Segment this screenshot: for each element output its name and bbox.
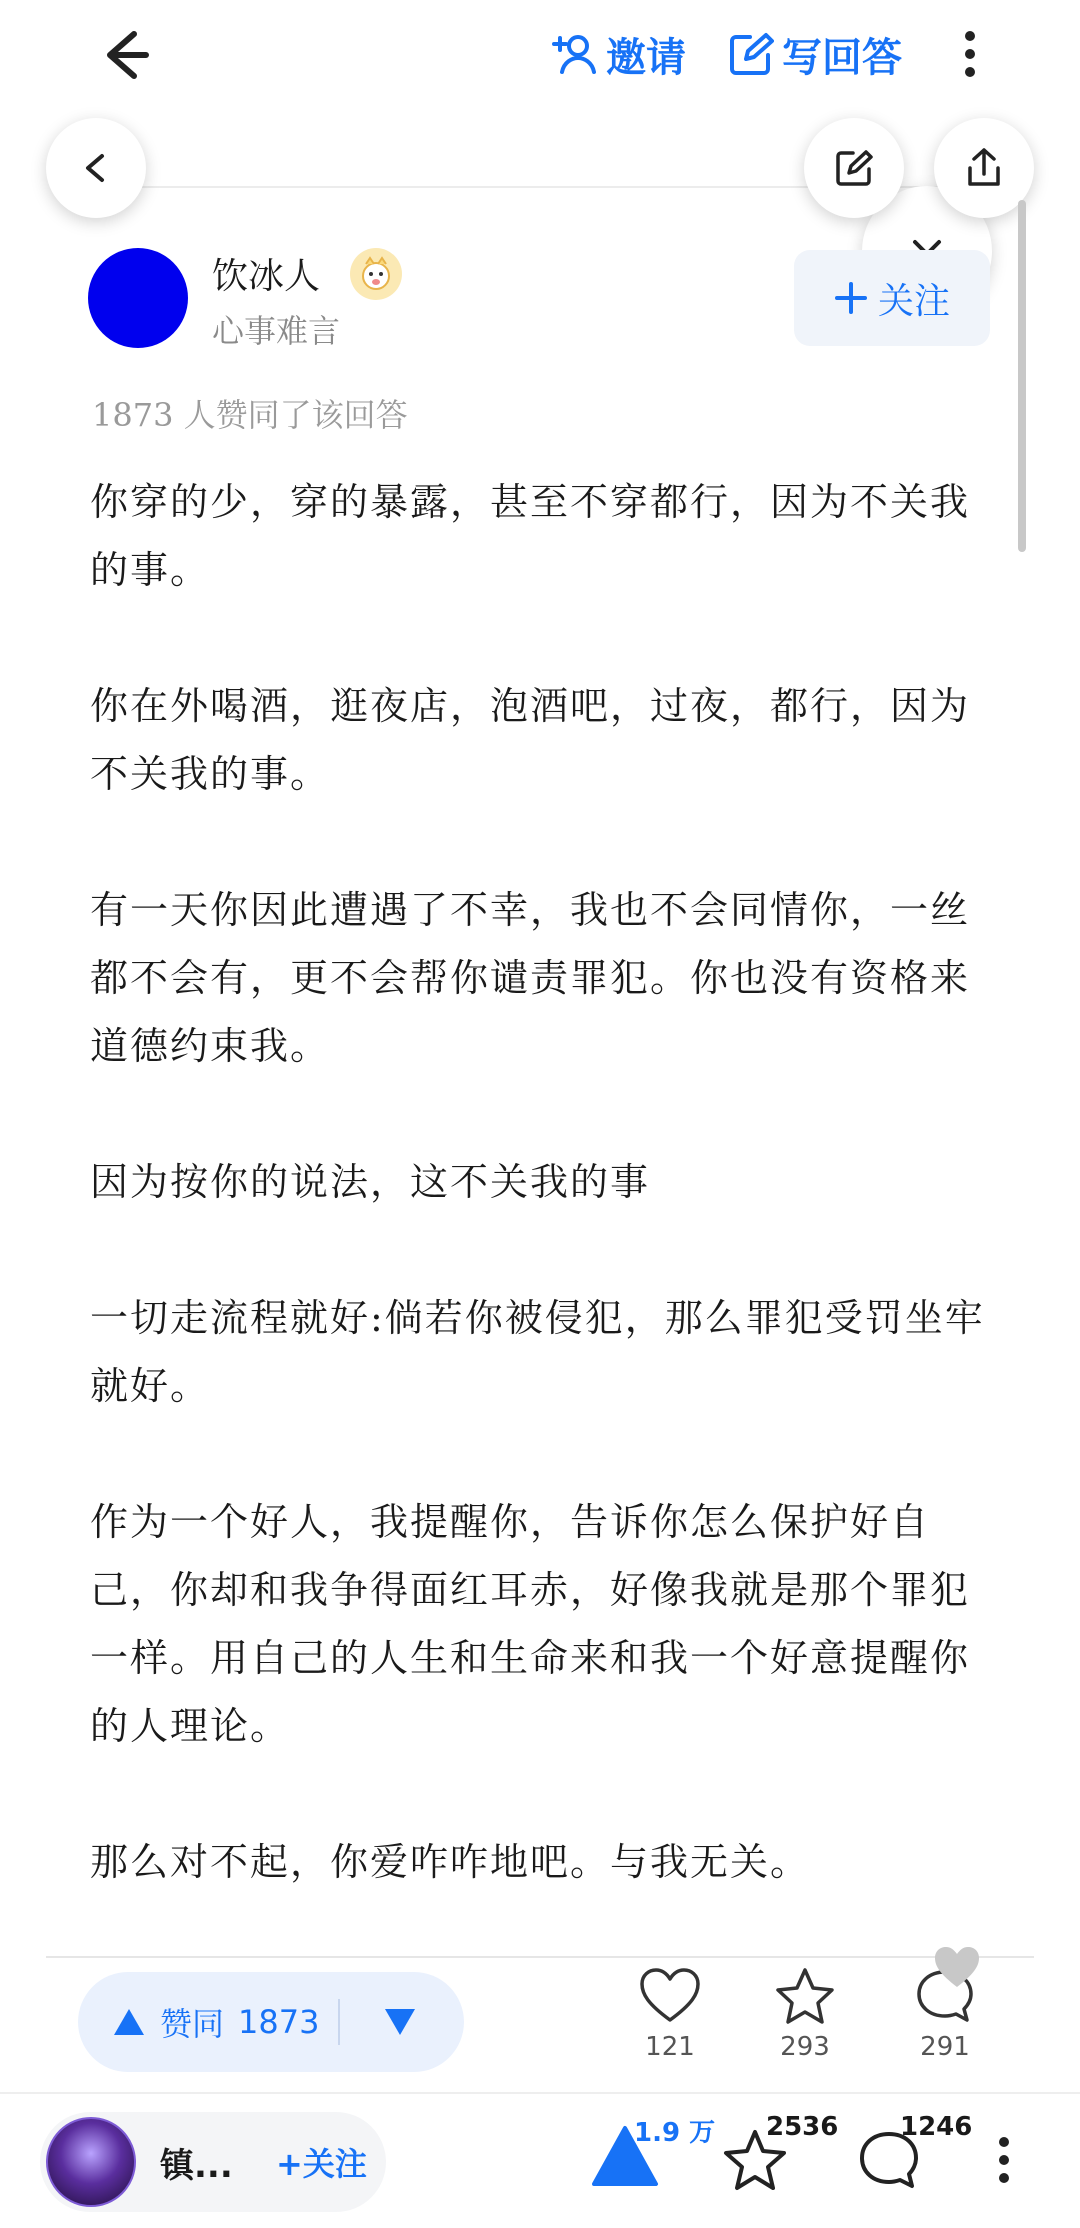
author-badge-icon bbox=[350, 248, 402, 300]
upvote-label: 赞同 bbox=[160, 2005, 225, 2043]
answer-paragraph: 作为一个好人，我提醒你，告诉你怎么保护好自己，你却和我争得面红耳赤，好像我就是那个罪犯一样。用自己的人生和生命来和我一个好意提醒你的人理论。 bbox=[90, 1500, 971, 1748]
floating-heart-icon bbox=[932, 1944, 982, 1990]
upvote-count: 1873 bbox=[238, 2003, 320, 2041]
user-follow-button[interactable]: +关注 bbox=[276, 2145, 367, 2183]
divider bbox=[0, 2092, 1080, 2094]
vote-control bbox=[78, 1972, 464, 2072]
answer-like-summary: 1873 人赞同了该回答 bbox=[92, 396, 408, 434]
edit-icon bbox=[833, 147, 875, 189]
upvote-nav-count: 1.9 万 bbox=[634, 2118, 716, 2148]
top-app-bar bbox=[0, 0, 1080, 110]
more-vertical-icon[interactable] bbox=[940, 24, 1000, 84]
answer-paragraph: 因为按你的说法，这不关我的事 bbox=[90, 1160, 651, 1204]
invite-label: 邀请 bbox=[606, 34, 686, 81]
back-arrow-icon[interactable] bbox=[88, 20, 158, 90]
user-avatar[interactable] bbox=[46, 2117, 136, 2207]
invite-button[interactable] bbox=[550, 26, 686, 82]
write-answer-label: 写回答 bbox=[782, 34, 902, 81]
like-action[interactable] bbox=[610, 1966, 730, 2062]
follow-label: 关注 bbox=[877, 280, 950, 322]
comment-count: 291 bbox=[920, 2032, 970, 2062]
favorite-count: 293 bbox=[780, 2032, 830, 2062]
author-name[interactable]: 饮冰人 bbox=[212, 256, 321, 297]
favorite-action[interactable] bbox=[745, 1966, 865, 2062]
downvote-button[interactable] bbox=[340, 1972, 460, 2072]
follow-author-button[interactable] bbox=[794, 250, 990, 346]
edit-icon bbox=[728, 31, 774, 77]
scrollbar[interactable] bbox=[1018, 200, 1026, 552]
user-name[interactable]: 镇... bbox=[160, 2145, 233, 2186]
triangle-up-icon bbox=[112, 2007, 146, 2037]
answer-paragraph: 一切走流程就好:倘若你被侵犯，那么罪犯受罚坐牢就好。 bbox=[90, 1296, 985, 1408]
like-count: 121 bbox=[645, 2032, 695, 2062]
heart-icon bbox=[638, 1966, 702, 2026]
author-signature: 心事难言 bbox=[212, 312, 341, 350]
upvote-button[interactable] bbox=[78, 1999, 338, 2045]
author-avatar[interactable] bbox=[88, 248, 188, 348]
more-vertical-icon[interactable] bbox=[984, 2130, 1024, 2190]
floating-back-button[interactable] bbox=[46, 118, 146, 218]
floating-edit-button[interactable] bbox=[804, 118, 904, 218]
answer-content bbox=[90, 468, 990, 1964]
add-person-icon bbox=[550, 30, 598, 78]
current-question-author-pill[interactable] bbox=[40, 2112, 386, 2212]
star-nav-count: 2536 bbox=[766, 2112, 839, 2142]
plus-icon bbox=[834, 281, 868, 315]
triangle-down-icon bbox=[383, 2007, 417, 2037]
answer-paragraph: 那么对不起，你爱咋咋地吧。与我无关。 bbox=[90, 1840, 811, 1884]
comment-nav-count: 1246 bbox=[900, 2112, 973, 2142]
share-icon bbox=[962, 146, 1006, 190]
answer-paragraph: 你穿的少，穿的暴露，甚至不穿都行，因为不关我的事。 bbox=[90, 480, 971, 592]
answer-paragraph: 有一天你因此遭遇了不幸，我也不会同情你，一丝都不会有，更不会帮你谴责罪犯。你也没有资格来道德约束我。 bbox=[90, 888, 971, 1068]
chevron-left-icon bbox=[76, 148, 116, 188]
write-answer-button[interactable] bbox=[728, 26, 902, 82]
star-icon bbox=[773, 1966, 837, 2026]
answer-paragraph: 你在外喝酒，逛夜店，泡酒吧，过夜，都行，因为不关我的事。 bbox=[90, 684, 971, 796]
divider bbox=[46, 1956, 1034, 1958]
